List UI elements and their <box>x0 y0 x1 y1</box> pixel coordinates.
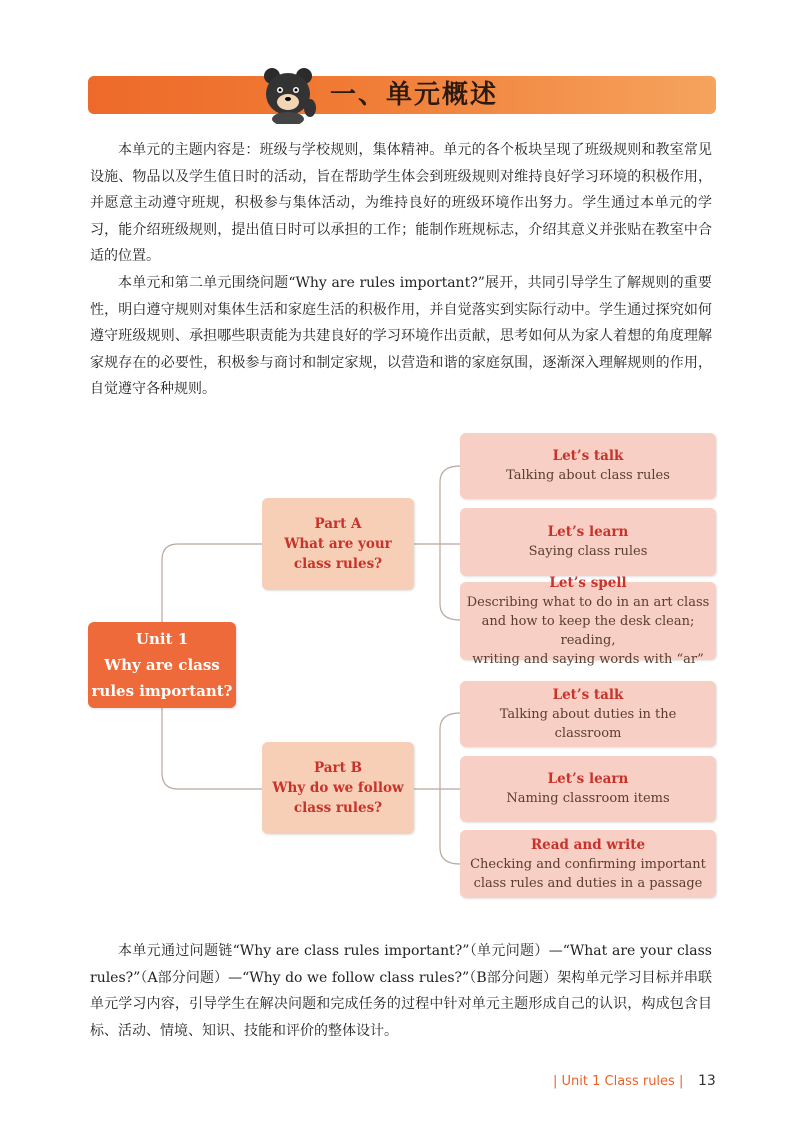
item-description: Talking about class rules <box>506 468 670 483</box>
paragraph-2: 本单元和第二单元围绕问题“Why are rules important?”展开，共同引导学生了解规则的重要性，明白遵守规则对集体生活和家庭生活的积极作用，并自觉落实到实际行动中。学生通过探究如何遵守班级规则、承担哪些职责能为共建良好的学习环境作出贡献，思考如何从为家人着想的角度理解家规存在的必要性，积极参与商讨和制定家规，以营造和谐的家庭氛围，逐渐深入理解规则的作用，自觉遵守各种规则。 <box>90 275 712 397</box>
part-b-label: Part B <box>314 760 362 776</box>
paragraph-1: 本单元的主题内容是：班级与学校规则，集体精神。单元的各个板块呈现了班级规则和教室常见设施、物品以及学生值日时的活动，旨在帮助学生体会到班级规则对维持良好学习环境的积极作用，并愿意主动遵守班规，积极参与集体活动，为维持良好的班级环境作出努力。学生通过本单元的学习，能介绍班级规则，提出值日时可以承担的工作；能制作班规标志，介绍其意义并张贴在教室中合适的位置。 <box>90 142 712 264</box>
item-title: Read and write <box>530 836 646 853</box>
item-title: Let’s learn <box>547 524 629 540</box>
section-title: 一、单元概述 <box>330 80 499 110</box>
item-description-line: Checking and confirming important <box>470 856 706 872</box>
item-title: Let’s spell <box>549 574 627 591</box>
footer-unit-label: | Unit 1 Class rules | <box>553 1074 684 1089</box>
page-number: 13 <box>698 1073 716 1089</box>
paragraph-3: 本单元通过问题链“Why are class rules important?”（单元问题）—“What are your class rules?”（A部分问题）—“Why do we follow class rules?”（B部分问题）架构单元学习目标并串联单元学习内容，引导学生在解决问题和完成任务的过程中针对单元主题形成自己的认识，构成包含目标、活动、情境、知识、技能和评价的整体设计。 <box>90 943 712 1039</box>
part-a-question-line-1: What are your <box>284 536 392 552</box>
part-b-item-lets-talk <box>460 681 716 747</box>
part-a-question-line-2: class rules? <box>293 556 383 572</box>
item-description: Naming classroom items <box>506 791 670 806</box>
item-description-line: Describing what to do in an art class <box>466 594 710 610</box>
part-b-item-lets-learn <box>460 756 716 822</box>
part-b-question-line-1: Why do we follow <box>272 780 404 796</box>
item-description-line: class rules and duties in a passage <box>473 875 703 891</box>
item-description-line: writing and saying words with “ar” <box>472 651 704 667</box>
item-title: Let’s learn <box>547 771 629 787</box>
item-description: Saying class rules <box>528 544 648 559</box>
item-title: Let’s talk <box>552 686 624 703</box>
unit-label: Unit 1 <box>135 630 189 648</box>
part-a-box <box>262 498 414 590</box>
part-a-item-lets-talk <box>460 433 716 499</box>
part-a-item-lets-spell <box>460 574 716 667</box>
item-description-line: classroom <box>554 725 622 741</box>
part-b-question-line-2: class rules? <box>293 800 383 816</box>
part-a-item-lets-learn <box>460 508 716 576</box>
unit-question-line-2: rules important? <box>91 682 233 700</box>
part-b-box <box>262 742 414 834</box>
part-a-label: Part A <box>314 516 362 532</box>
part-b-item-read-and-write <box>460 830 716 898</box>
item-title: Let’s talk <box>552 448 624 464</box>
unit-question-box <box>88 622 236 708</box>
unit-question-line-1: Why are class <box>104 656 220 674</box>
item-description-line: Talking about duties in the <box>499 706 677 722</box>
item-description-line: and how to keep the desk clean; reading, <box>481 613 695 648</box>
